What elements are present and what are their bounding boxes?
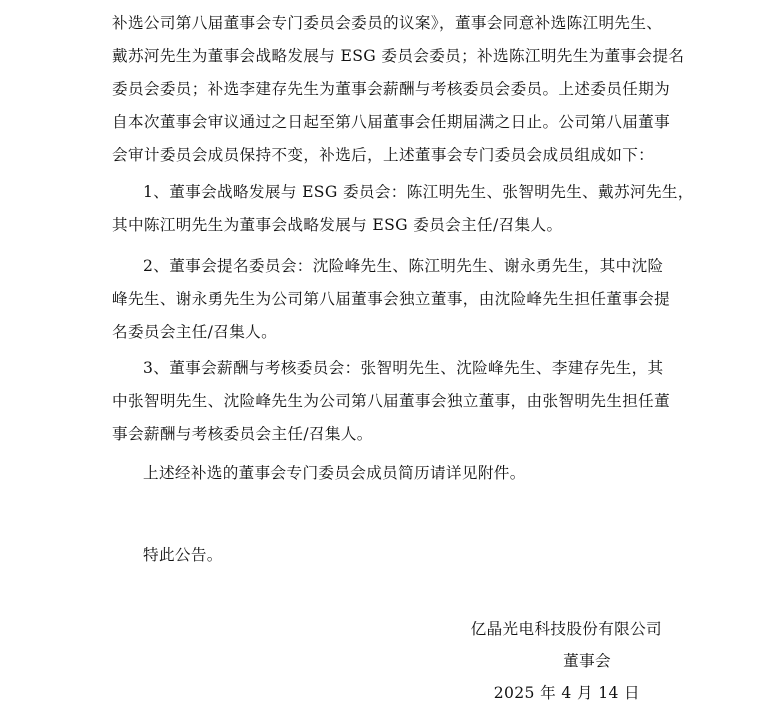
item-3-line-1: 3、董事会薪酬与考核委员会：张智明先生、沈险峰先生、李建存先生，其 — [143, 359, 664, 377]
signature-company: 亿晶光电科技股份有限公司 — [470, 620, 662, 638]
intro-line-3: 委员会委员；补选李建存先生为董事会薪酬与考核委员会委员。上述委员任期为 — [112, 80, 671, 98]
signature-date: 2025 年 4 月 14 日 — [493, 684, 640, 702]
intro-line-5: 会审计委员会成员保持不变，补选后，上述董事会专门委员会成员组成如下： — [112, 146, 655, 164]
intro-line-2: 戴苏河先生为董事会战略发展与 ESG 委员会委员；补选陈江明先生为董事会提名 — [112, 47, 685, 65]
item-2-line-1: 2、董事会提名委员会：沈险峰先生、陈江明先生、谢永勇先生，其中沈险 — [143, 257, 664, 275]
item-3-line-2: 中张智明先生、沈险峰先生为公司第八届董事会独立董事，由张智明先生担任董 — [112, 392, 671, 410]
item-3-line-3: 事会薪酬与考核委员会主任/召集人。 — [112, 425, 373, 443]
intro-line-4: 自本次董事会审议通过之日起至第八届董事会任期届满之日止。公司第八届董事 — [112, 113, 671, 131]
intro-line-1: 补选公司第八届董事会专门委员会委员的议案》，董事会同意补选陈江明先生、 — [112, 14, 663, 32]
signature-board: 董事会 — [563, 652, 611, 670]
resume-note: 上述经补选的董事会专门委员会成员简历请详见附件。 — [143, 464, 526, 482]
closing-text: 特此公告。 — [143, 546, 223, 564]
item-1-line-2: 其中陈江明先生为董事会战略发展与 ESG 委员会主任/召集人。 — [112, 216, 563, 234]
item-2-line-3: 名委员会主任/召集人。 — [112, 323, 278, 341]
item-1-line-1: 1、董事会战略发展与 ESG 委员会：陈江明先生、张智明先生、戴苏河先生， — [143, 183, 694, 201]
item-2-line-2: 峰先生、谢永勇先生为公司第八届董事会独立董事，由沈险峰先生担任董事会提 — [112, 290, 671, 308]
